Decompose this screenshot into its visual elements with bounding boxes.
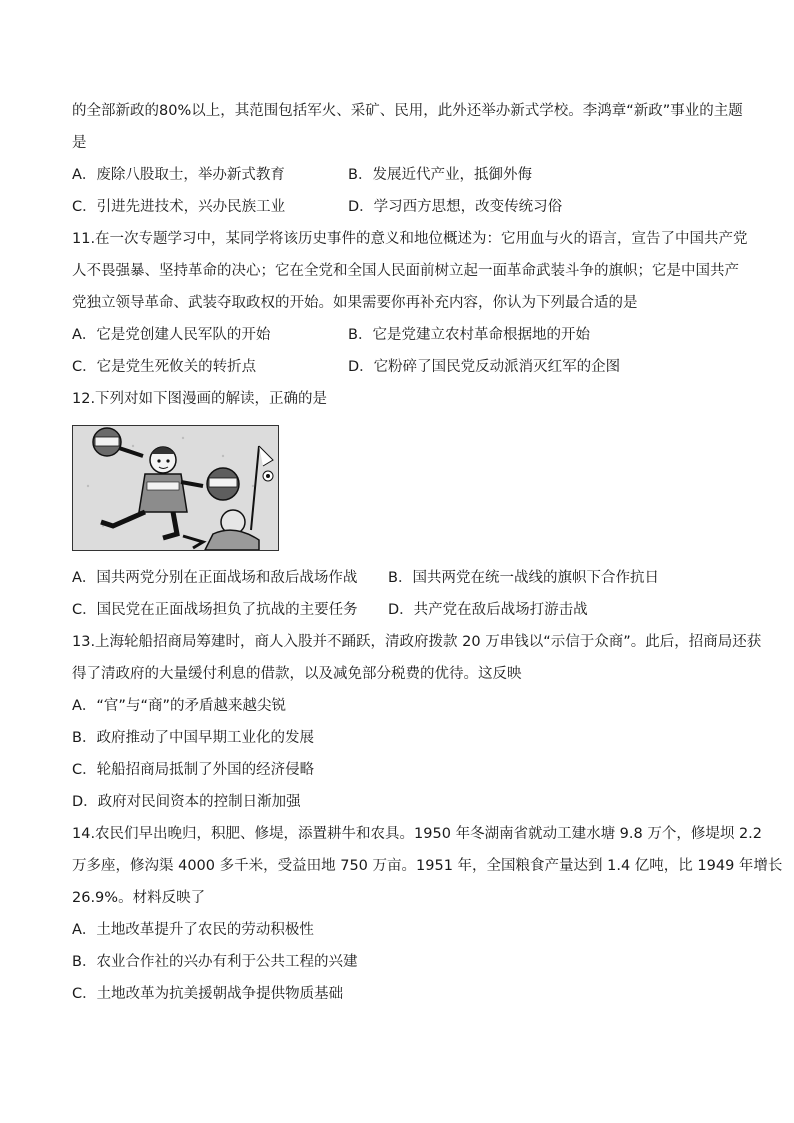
q10-option-a[interactable]: A．废除八股取士，举办新式教育 [72,167,285,183]
q10-stem-line: 是 [72,135,87,151]
q13-option-c[interactable]: C．轮船招商局抵制了外国的经济侵略 [72,762,315,778]
q11-stem-line: 党独立领导革命、武装夺取政权的开始。如果需要你再补充内容，你认为下列最合适的是 [72,295,638,311]
q11-stem-line: 人不畏强暴、坚持革命的决心；它在全党和全国人民面前树立起一面革命武装斗争的旗帜；它是中国共产 [72,263,739,279]
q10-option-d[interactable]: D．学习西方思想，改变传统习俗 [348,199,563,215]
q11-option-a[interactable]: A．它是党创建人民军队的开始 [72,327,271,343]
q13-option-b[interactable]: B．政府推动了中国早期工业化的发展 [72,730,314,746]
q14-stem-line: 26.9%。材料反映了 [72,890,206,906]
q10-stem-line: 的全部新政的80%以上，其范围包括军火、采矿、民用，此外还举办新式学校。李鸿章“新政”事业的主题 [72,103,743,119]
q12-option-a[interactable]: A．国共两党分别在正面战场和敌后战场作战 [72,570,358,586]
political-cartoon-image [72,425,279,551]
q11-option-d[interactable]: D．它粉碎了国民党反动派消灭红军的企图 [348,359,621,375]
q14-stem-line: 万多座，修沟渠 4000 多千米，受益田地 750 万亩。1951 年，全国粮食产量达到 1.4 亿吨，比 1949 年增长 [72,858,783,874]
q14-option-a[interactable]: A．土地改革提升了农民的劳动积极性 [72,922,314,938]
q14-option-c[interactable]: C．土地改革为抗美援朝战争提供物质基础 [72,986,344,1002]
q13-option-d[interactable]: D．政府对民间资本的控制日渐加强 [72,794,301,810]
q14-option-b[interactable]: B．农业合作社的兴办有利于公共工程的兴建 [72,954,358,970]
q12-option-c[interactable]: C．国民党在正面战场担负了抗战的主要任务 [72,602,358,618]
q10-option-c[interactable]: C．引进先进技术，兴办民族工业 [72,199,286,215]
q12-stem-line: 12.下列对如下图漫画的解读，正确的是 [72,391,328,407]
q13-stem-line: 13.上海轮船招商局筹建时，商人入股并不踊跃，清政府拨款 20 万串钱以“示信于众商”。此后，招商局还获 [72,634,762,650]
q11-option-c[interactable]: C．它是党生死攸关的转折点 [72,359,257,375]
q12-option-d[interactable]: D．共产党在敌后战场打游击战 [388,602,588,618]
q10-option-b[interactable]: B．发展近代产业，抵御外侮 [348,167,532,183]
q14-stem-line: 14.农民们早出晚归，积肥、修堤，添置耕牛和农具。1950 年冬湖南省就动工建水塘 9.8 万个，修堤坝 2.2 [72,826,763,842]
cartoon-drawing [73,426,278,550]
q11-stem-line: 11.在一次专题学习中，某同学将该历史事件的意义和地位概述为：它用血与火的语言，宣告了中国共产党 [72,231,748,247]
q13-stem-line: 得了清政府的大量缓付利息的借款，以及减免部分税费的优待。这反映 [72,666,522,682]
q13-option-a[interactable]: A．“官”与“商”的矛盾越来越尖锐 [72,698,286,714]
q11-option-b[interactable]: B．它是党建立农村革命根据地的开始 [348,327,590,343]
q12-option-b[interactable]: B．国共两党在统一战线的旗帜下合作抗日 [388,570,659,586]
